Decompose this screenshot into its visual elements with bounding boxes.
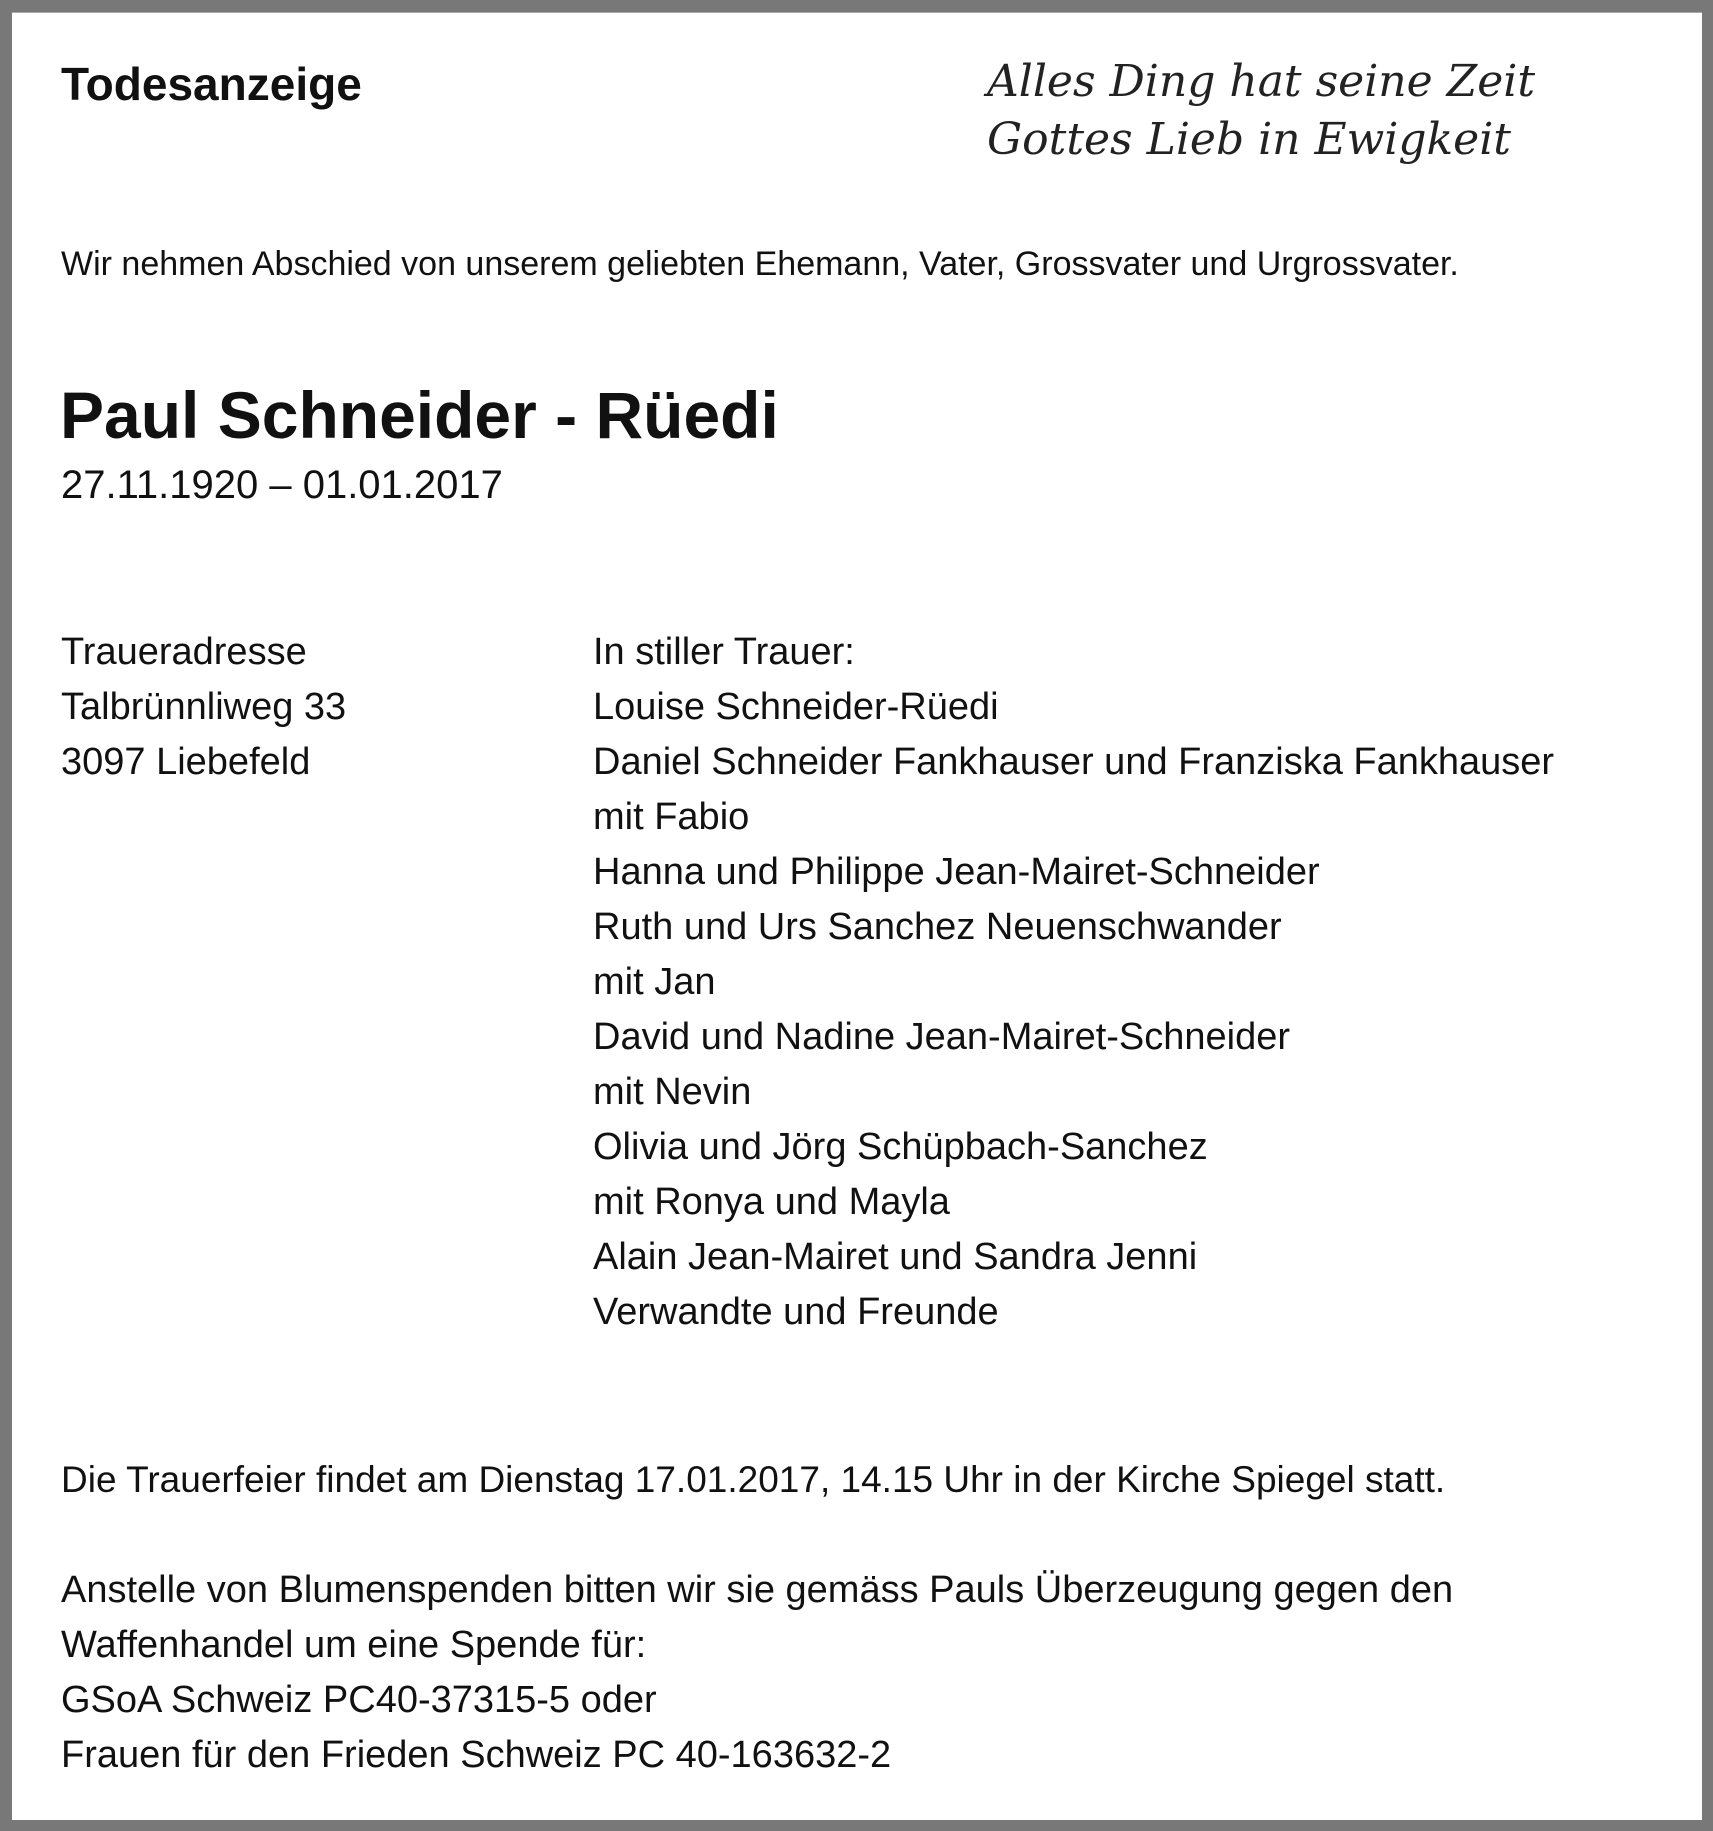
address-line: Talbrünnliweg 33	[61, 686, 347, 728]
mourner-line: Hanna und Philippe Jean-Mairet-Schneider	[593, 851, 1320, 893]
mourner-line: Olivia und Jörg Schüpbach-Sanchez	[593, 1126, 1208, 1168]
obituary-notice	[12, 12, 1702, 1820]
ceremony-info: Die Trauerfeier findet am Dienstag 17.01.2017, 14.15 Uhr in der Kirche Spiegel statt.	[61, 1459, 1446, 1500]
mourner-line: mit Nevin	[593, 1071, 752, 1113]
quote-line: Gottes Lieb in Ewigkeit	[987, 114, 1511, 165]
donation-info	[61, 1563, 1453, 1783]
mourner-line: David und Nadine Jean-Mairet-Schneider	[593, 1016, 1291, 1058]
life-dates: 27.11.1920 – 01.01.2017	[61, 463, 503, 507]
donation-line: Waffenhandel um eine Spende für:	[61, 1624, 647, 1666]
donation-line: Anstelle von Blumenspenden bitten wir sie gemäss Pauls Überzeugung gegen den	[61, 1569, 1454, 1611]
notice-title: Todesanzeige	[61, 58, 362, 110]
mourner-line: Alain Jean-Mairet und Sandra Jenni	[593, 1236, 1198, 1278]
mourner-line: Verwandte und Freunde	[593, 1291, 999, 1333]
donation-line: GSoA Schweiz PC40-37315-5 oder	[61, 1679, 657, 1721]
mourners-list	[593, 625, 1554, 1340]
deceased-name: Paul Schneider - Rüedi	[60, 378, 779, 452]
mourner-line: mit Ronya und Mayla	[593, 1181, 950, 1223]
mourner-line: In stiller Trauer:	[593, 631, 855, 673]
donation-line: Frauen für den Frieden Schweiz PC 40-163632-2	[61, 1734, 892, 1776]
mourner-line: mit Jan	[593, 961, 716, 1003]
mourner-line: mit Fabio	[593, 796, 750, 838]
mourner-line: Louise Schneider-Rüedi	[593, 686, 999, 728]
address-line: Traueradresse	[61, 631, 307, 673]
quote	[987, 53, 1535, 169]
quote-line: Alles Ding hat seine Zeit	[987, 56, 1536, 107]
mourning-address	[61, 625, 346, 790]
mourner-line: Daniel Schneider Fankhauser und Franziska Fankhauser	[593, 741, 1555, 783]
address-line: 3097 Liebefeld	[61, 741, 311, 783]
intro-text: Wir nehmen Abschied von unserem geliebten Ehemann, Vater, Grossvater und Urgrossvater.	[61, 245, 1459, 283]
mourner-line: Ruth und Urs Sanchez Neuenschwander	[593, 906, 1282, 948]
